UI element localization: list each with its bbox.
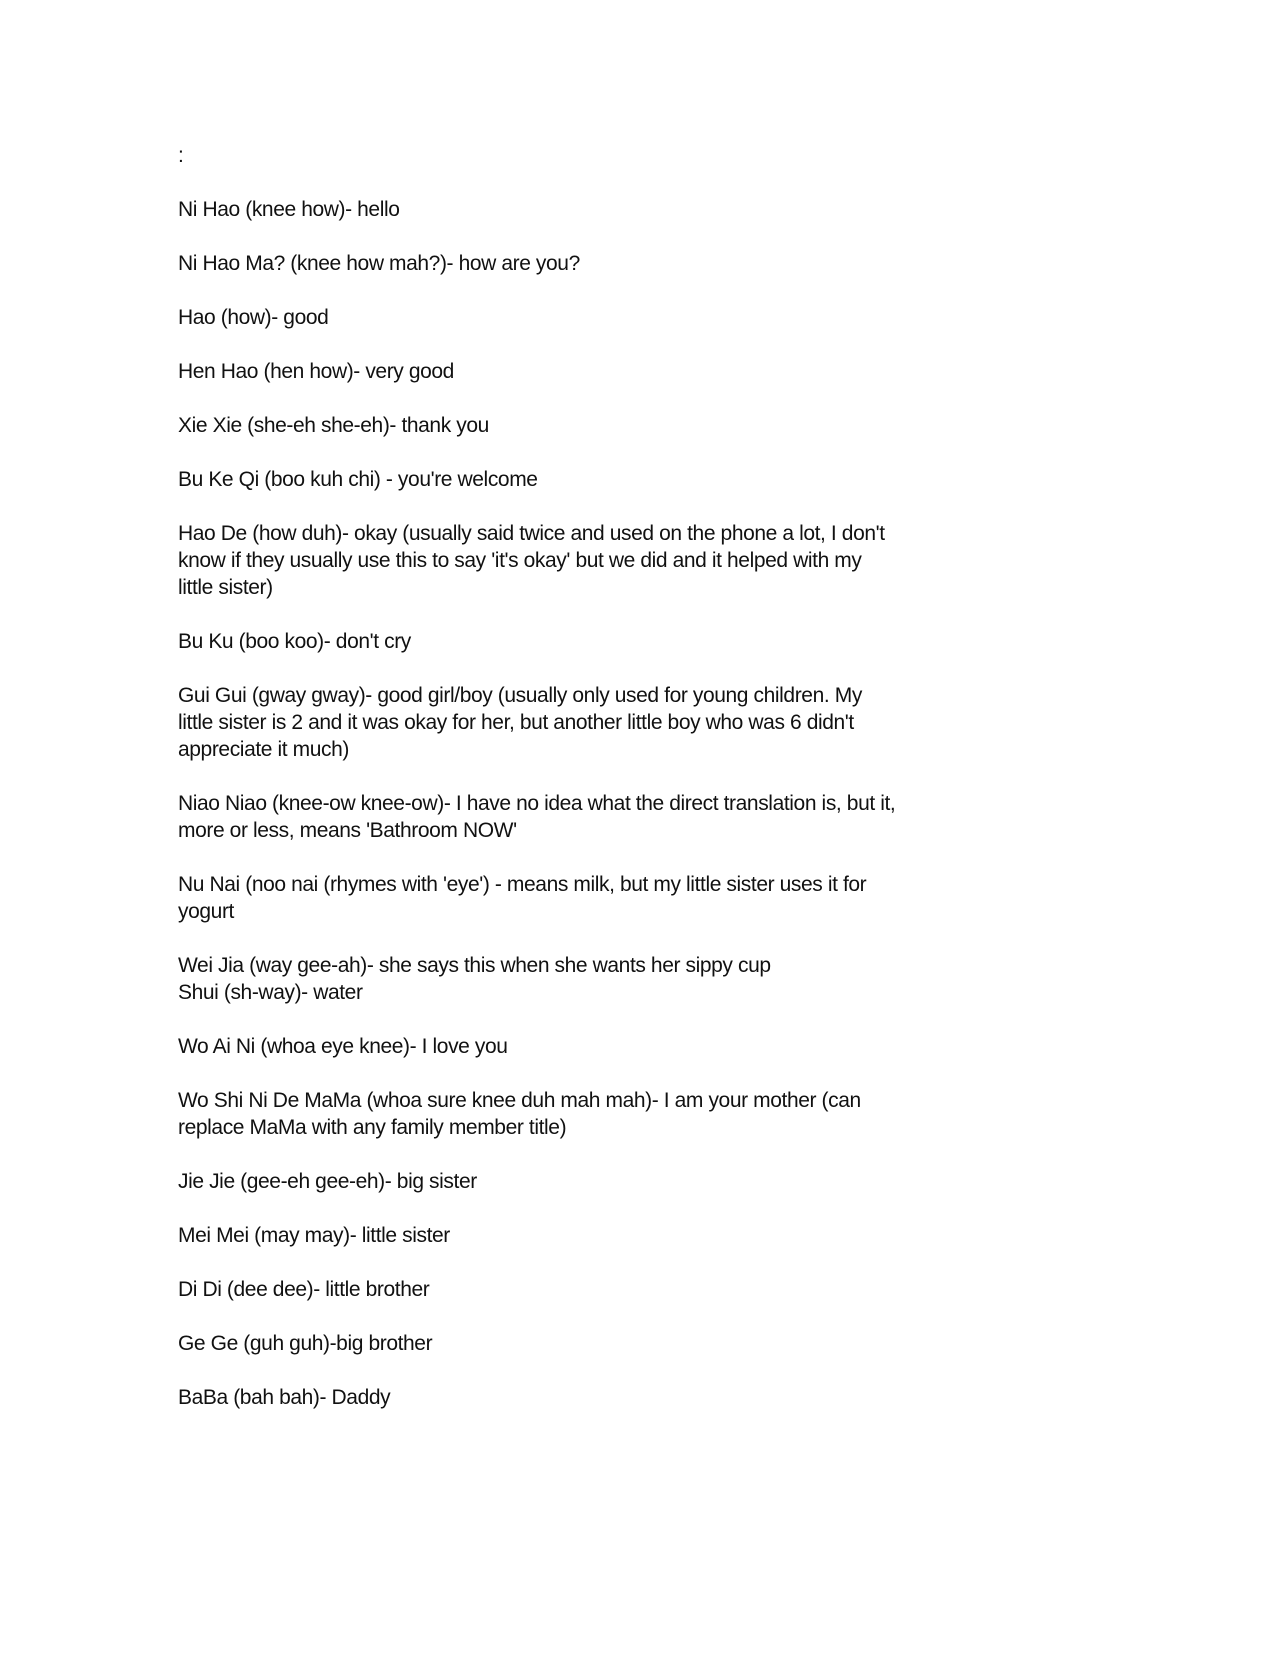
phrase-entry (178, 628, 1048, 655)
text-line: Niao Niao (knee-ow knee-ow)- I have no idea what the direct translation is, but it, (178, 792, 896, 815)
document-page (178, 142, 1048, 1438)
phrase-entry (178, 196, 1048, 223)
text-line: Gui Gui (gway gway)- good girl/boy (usually only used for young children. My (178, 684, 862, 707)
text-line: Di Di (dee dee)- little brother (178, 1278, 430, 1301)
phrase-entry (178, 1330, 1048, 1357)
phrase-entry (178, 304, 1048, 331)
text-line: Bu Ku (boo koo)- don't cry (178, 630, 411, 653)
text-line: Mei Mei (may may)- little sister (178, 1224, 450, 1247)
colon-mark (178, 142, 1048, 169)
text-line: BaBa (bah bah)- Daddy (178, 1386, 391, 1409)
text-line: Jie Jie (gee-eh gee-eh)- big sister (178, 1170, 477, 1193)
text-line: yogurt (178, 900, 234, 923)
text-line: Hen Hao (hen how)- very good (178, 360, 454, 383)
text-line: little sister) (178, 576, 273, 599)
text-line: Ge Ge (guh guh)-big brother (178, 1332, 433, 1355)
phrase-entry (178, 1384, 1048, 1411)
phrase-entry (178, 1033, 1048, 1060)
text-line: Wei Jia (way gee-ah)- she says this when she wants her sippy cup (178, 954, 771, 977)
text-line: Xie Xie (she-eh she-eh)- thank you (178, 414, 489, 437)
text-line: Wo Ai Ni (whoa eye knee)- I love you (178, 1035, 508, 1058)
text-line: appreciate it much) (178, 738, 349, 761)
text-line: : (178, 144, 184, 167)
phrase-entry (178, 790, 1048, 844)
phrase-entry (178, 871, 1048, 925)
text-line: Hao De (how duh)- okay (usually said twice and used on the phone a lot, I don't (178, 522, 885, 545)
text-line: Wo Shi Ni De MaMa (whoa sure knee duh mah mah)- I am your mother (can (178, 1089, 861, 1112)
phrase-entry (178, 466, 1048, 493)
text-line: Shui (sh-way)- water (178, 981, 363, 1004)
phrase-entry (178, 952, 1048, 1006)
text-line: know if they usually use this to say 'it's okay' but we did and it helped with my (178, 549, 862, 572)
phrase-entry (178, 520, 1048, 601)
text-line: little sister is 2 and it was okay for her, but another little boy who was 6 didn't (178, 711, 854, 734)
text-line: Hao (how)- good (178, 306, 329, 329)
text-line: more or less, means 'Bathroom NOW' (178, 819, 517, 842)
text-line: replace MaMa with any family member title) (178, 1116, 567, 1139)
phrase-entry (178, 1222, 1048, 1249)
text-line: Ni Hao (knee how)- hello (178, 198, 400, 221)
phrase-entry (178, 1168, 1048, 1195)
phrase-entry (178, 358, 1048, 385)
text-line: Nu Nai (noo nai (rhymes with 'eye') - means milk, but my little sister uses it for (178, 873, 867, 896)
phrase-entry (178, 412, 1048, 439)
phrase-entry (178, 1087, 1048, 1141)
text-line: Ni Hao Ma? (knee how mah?)- how are you? (178, 252, 580, 275)
phrase-entry (178, 1276, 1048, 1303)
phrase-entry (178, 682, 1048, 763)
phrase-entry (178, 250, 1048, 277)
text-line: Bu Ke Qi (boo kuh chi) - you're welcome (178, 468, 538, 491)
